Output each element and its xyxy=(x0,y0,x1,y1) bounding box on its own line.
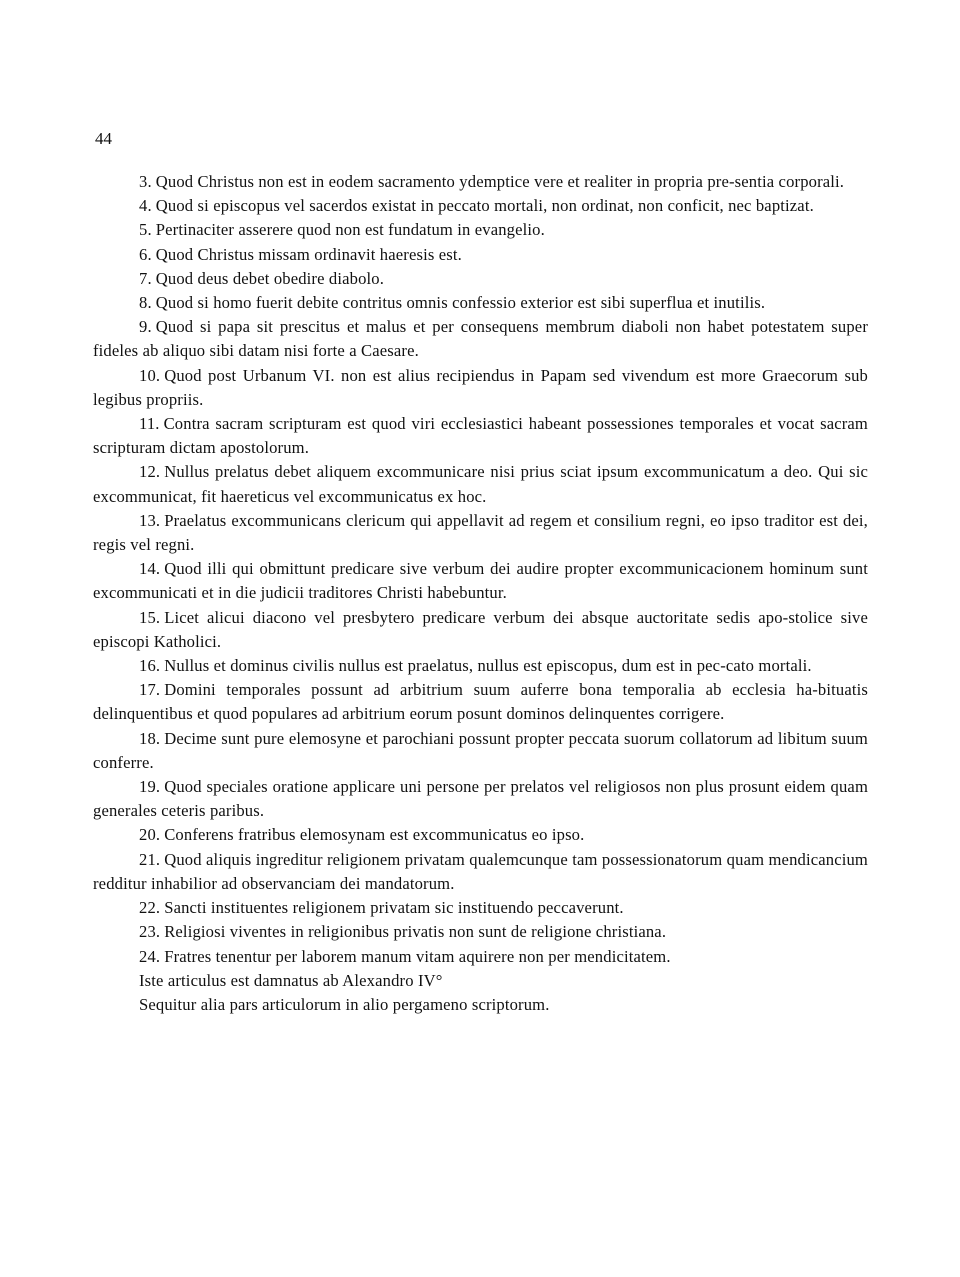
closing-note: Sequitur alia pars articulorum in alio pergameno scriptorum. xyxy=(139,994,550,1014)
article-text: Quod aliquis ingreditur religionem privatam qualemcunque tam possessionatorum quam mendicancium redditur inhabilior ad observanciam dei mandatorum. xyxy=(93,849,868,893)
article-list xyxy=(93,170,868,1017)
article-15 xyxy=(93,606,868,654)
article-14 xyxy=(93,557,868,605)
article-text: Licet alicui diacono vel presbytero predicare verbum dei absque auctoritate sedis apo-stolice sive episcopi Katholici. xyxy=(93,607,868,651)
article-23 xyxy=(93,920,868,944)
article-5 xyxy=(93,218,868,242)
article-number: 23. xyxy=(139,922,161,942)
article-3 xyxy=(93,170,868,194)
article-text: Fratres tenentur per laborem manum vitam aquirere non per mendicitatem. xyxy=(164,946,671,966)
article-text: Quod si papa sit prescitus et malus et per consequens membrum diaboli non habet potestatem super fideles ab aliquo sibi datam nisi forte a Caesare. xyxy=(93,317,868,361)
article-number: 18. xyxy=(139,728,161,748)
article-number: 12. xyxy=(139,462,161,482)
article-number: 20. xyxy=(139,825,161,845)
page-number: 44 xyxy=(95,129,112,148)
article-number: 13. xyxy=(139,510,161,530)
article-18 xyxy=(93,727,868,775)
article-number: 21. xyxy=(139,849,161,869)
article-number: 6. xyxy=(139,244,152,264)
closing-note: Iste articulus est damnatus ab Alexandro IV° xyxy=(139,970,443,990)
article-text: Quod si episcopus vel sacerdos existat in peccato mortali, non ordinat, non conficit, nec baptizat. xyxy=(155,196,814,216)
article-number: 15. xyxy=(139,607,161,627)
article-number: 9. xyxy=(139,317,152,337)
article-8 xyxy=(93,291,868,315)
article-number: 3. xyxy=(139,172,152,191)
article-text: Quod Christus missam ordinavit haeresis est. xyxy=(155,244,462,264)
article-text: Quod deus debet obedire diabolo. xyxy=(155,268,385,288)
article-text: Conferens fratribus elemosynam est excommunicatus eo ipso. xyxy=(164,825,585,845)
article-number: 11. xyxy=(139,414,160,434)
article-text: Quod post Urbanum VI. non est alius recipiendus in Papam sed vivendum est more Graecorum sub legibus propriis. xyxy=(93,365,868,409)
article-text: Nullus prelatus debet aliquem excommunicare nisi prius sciat ipsum excommunicatum a deo. Qui sic excommunicat, fit haereticus vel excommunicatus ex hoc. xyxy=(93,462,868,506)
article-number: 17. xyxy=(139,680,161,700)
article-number: 22. xyxy=(139,898,161,918)
article-16 xyxy=(93,654,868,678)
article-number: 8. xyxy=(139,293,152,313)
article-number: 7. xyxy=(139,268,152,288)
article-number: 4. xyxy=(139,196,152,216)
article-number: 10. xyxy=(139,365,161,385)
article-number: 24. xyxy=(139,946,161,966)
article-text: Nullus et dominus civilis nullus est praelatus, nullus est episcopus, dum est in pec-cato mortali. xyxy=(164,656,812,676)
article-text: Contra sacram scripturam est quod viri ecclesiastici habeant possessiones temporales et vocat sacram scripturam dictam apostolorum. xyxy=(93,414,868,458)
article-text: Pertinaciter asserere quod non est fundatum in evangelio. xyxy=(155,220,545,240)
article-text: Quod illi qui obmittunt predicare sive verbum dei audire propter excommunicacionem hominum sunt excommunicati et in die judicii traditores Christi habebuntur. xyxy=(93,559,868,603)
article-number: 5. xyxy=(139,220,152,240)
article-9 xyxy=(93,315,868,363)
article-11 xyxy=(93,412,868,460)
article-10 xyxy=(93,364,868,412)
article-17 xyxy=(93,678,868,726)
article-text: Sancti instituentes religionem privatam sic instituendo peccaverunt. xyxy=(164,898,624,918)
article-20 xyxy=(93,823,868,847)
article-21 xyxy=(93,848,868,896)
article-text: Domini temporales possunt ad arbitrium suum auferre bona temporalia ab ecclesia ha-bituatis delinquentibus et quod populares ad arbitrium eorum posunt dominos delinquentes corrigere. xyxy=(93,680,868,724)
article-text: Quod Christus non est in eodem sacramento ydemptice vere et realiter in propria pre-sentia corporali. xyxy=(155,172,845,191)
article-22 xyxy=(93,896,868,920)
article-text: Quod speciales oratione applicare uni persone per prelatos vel religiosos non plus prosunt eidem quam generales ceteris paribus. xyxy=(93,777,868,821)
article-number: 19. xyxy=(139,777,161,797)
article-24 xyxy=(93,945,868,969)
article-19 xyxy=(93,775,868,823)
article-7 xyxy=(93,267,868,291)
article-12 xyxy=(93,460,868,508)
article-6 xyxy=(93,243,868,267)
article-number: 16. xyxy=(139,656,161,676)
article-13 xyxy=(93,509,868,557)
article-text: Decime sunt pure elemosyne et parochiani possunt propter peccata suorum collatorum ad libitum suum conferre. xyxy=(93,728,868,772)
article-text: Religiosi viventes in religionibus privatis non sunt de religione christiana. xyxy=(164,922,667,942)
article-number: 14. xyxy=(139,559,161,579)
article-text: Quod si homo fuerit debite contritus omnis confessio exterior est sibi superflua et inutilis. xyxy=(155,293,766,313)
article-text: Praelatus excommunicans clericum qui appellavit ad regem et consilium regni, eo ipso traditor est dei, regis vel regni. xyxy=(93,510,868,555)
article-4 xyxy=(93,194,868,218)
